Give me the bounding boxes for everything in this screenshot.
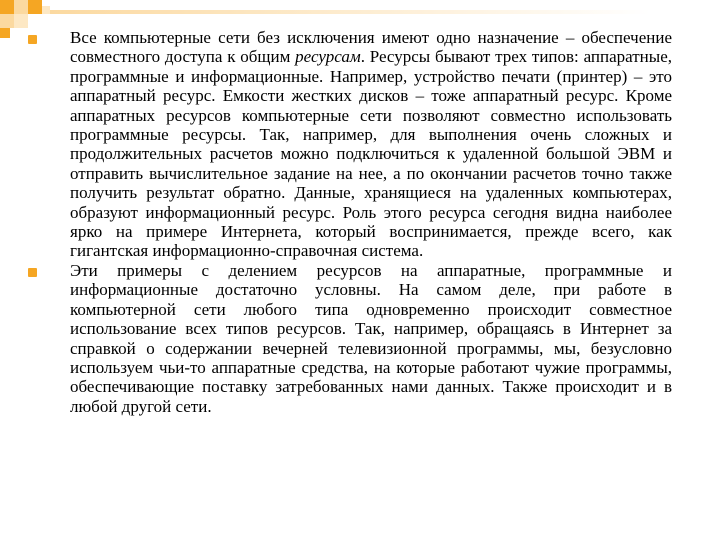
deco-square <box>14 14 28 28</box>
deco-square <box>0 28 10 38</box>
deco-square <box>42 6 50 14</box>
deco-gradient-bar <box>50 10 650 14</box>
bullet-list <box>22 28 672 416</box>
bullet-text-emphasis: ресурсам <box>295 47 361 67</box>
deco-square <box>0 14 14 28</box>
deco-square <box>28 0 42 14</box>
bullet-item-2 <box>22 261 672 416</box>
bullet-text-part: . Ресурсы бывают трех типов: аппаратные, программные и информационные. Например, устройство печати (принтер) – это аппаратный ресурс. Емкости жестких дисков – тоже аппаратный ресурс. Кроме аппаратных ресурсов компьютерные сети позволяют совместно использовать программные ресурсы. Так, например, для выполнения очень сложных и продолжительных расчетов можно подключиться к удаленной большой ЭВМ и отправить вычислительное задание на нее, а по окончании расчетов точно также получить результат обратно. Данные, хранящиеся на удаленных компьютерах, образуют информационный ресурс. Роль этого ресурса сегодня видна наиболее ярко на примере Интернета, который воспринимается, прежде всего, как гигантская информационно-справочная система. <box>70 47 672 261</box>
deco-square <box>0 0 14 14</box>
square-bullet-icon <box>28 35 37 44</box>
bullet-text-part: Эти примеры с делением ресурсов на аппаратные, программные и информационные достаточно условны. На самом деле, при работе в компьютерной сети любого типа одновременно происходит совместное использование всех типов ресурсов. Так, например, обращаясь в Интернет за справкой о содержании вечерней телевизионной программы, мы, безусловно используем чьи-то аппаратные средства, на которые работают чужие программы, обеспечивающие поставку затребованных нами данных. Также происходит и в любой другой сети. <box>70 260 672 416</box>
bullet-item-1 <box>22 28 672 261</box>
deco-square <box>14 0 28 14</box>
bullet-text <box>70 261 672 416</box>
square-bullet-icon <box>28 268 37 277</box>
bullet-text-part: Все компьютерные сети без исключения имеют одно назначение – обеспечение совместного доступа к общим <box>70 28 672 67</box>
bullet-text <box>70 28 672 261</box>
